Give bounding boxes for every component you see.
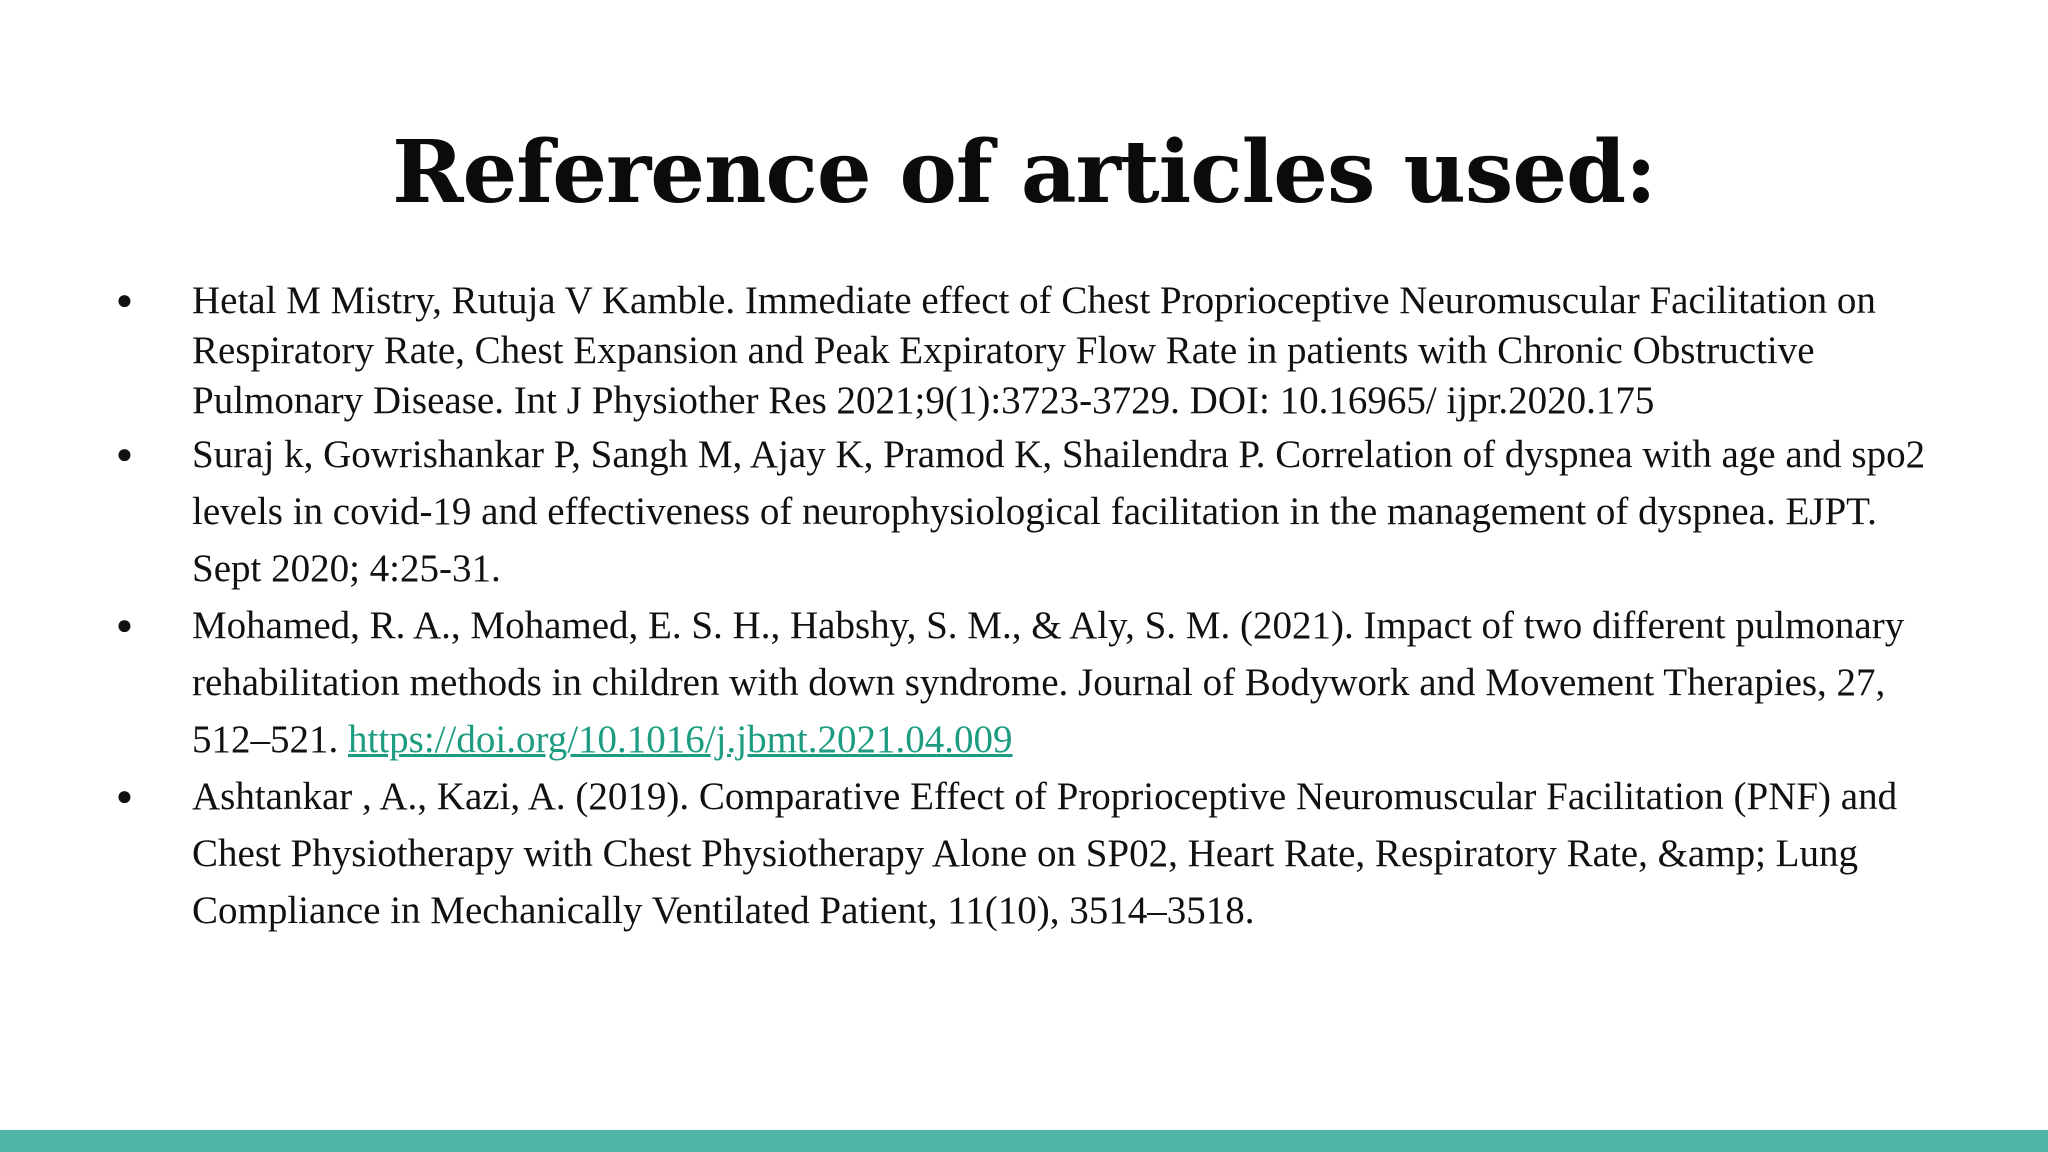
reference-text: Suraj k, Gowrishankar P, Sangh M, Ajay K, Pramod K, Shailendra P. Correlation of dyspnea with age and spo2 levels in covid-19 and effectiveness of neurophysiological facilitation in the management of dyspnea. EJPT. Sept 2020; 4:25-31. <box>192 433 1926 590</box>
bullet-icon: ● <box>116 610 133 641</box>
reference-item <box>112 597 1952 768</box>
reference-item <box>112 426 1952 597</box>
bottom-accent-bar <box>0 1130 2048 1152</box>
reference-text: Ashtankar , A., Kazi, A. (2019). Comparative Effect of Proprioceptive Neuromuscular Facilitation (PNF) and Chest Physiotherapy with Chest Physiotherapy Alone on SP02, Heart Rate, Respiratory Rate, &amp; Lung Compliance in Mechanically Ventilated Patient, 11(10), 3514–3518. <box>192 775 1898 932</box>
doi-link[interactable]: https://doi.org/10.1016/j.jbmt.2021.04.009 <box>348 718 1013 761</box>
reference-text: Mohamed, R. A., Mohamed, E. S. H., Habshy, S. M., & Aly, S. M. (2021). Impact of two different pulmonary rehabilitation methods in children with down syndrome. Journal of Bodywork and Movement Therapies, 27, 512–521. <box>192 604 1905 761</box>
bullet-icon: ● <box>116 781 133 812</box>
bullet-icon: ● <box>116 439 133 470</box>
reference-text: Hetal M Mistry, Rutuja V Kamble. Immediate effect of Chest Proprioceptive Neuromuscular Facilitation on Respiratory Rate, Chest Expansion and Peak Expiratory Flow Rate in patients with Chronic Obstructive Pulmonary Disease. Int J Physiother Res 2021;9(1):3723-3729. DOI: 10.16965/ ijpr.2020.175 <box>192 279 1876 422</box>
reference-list <box>112 276 1952 939</box>
slide-title: Reference of articles used: <box>392 122 1656 223</box>
reference-item <box>112 276 1952 426</box>
reference-item <box>112 768 1952 939</box>
bullet-icon: ● <box>116 285 133 316</box>
